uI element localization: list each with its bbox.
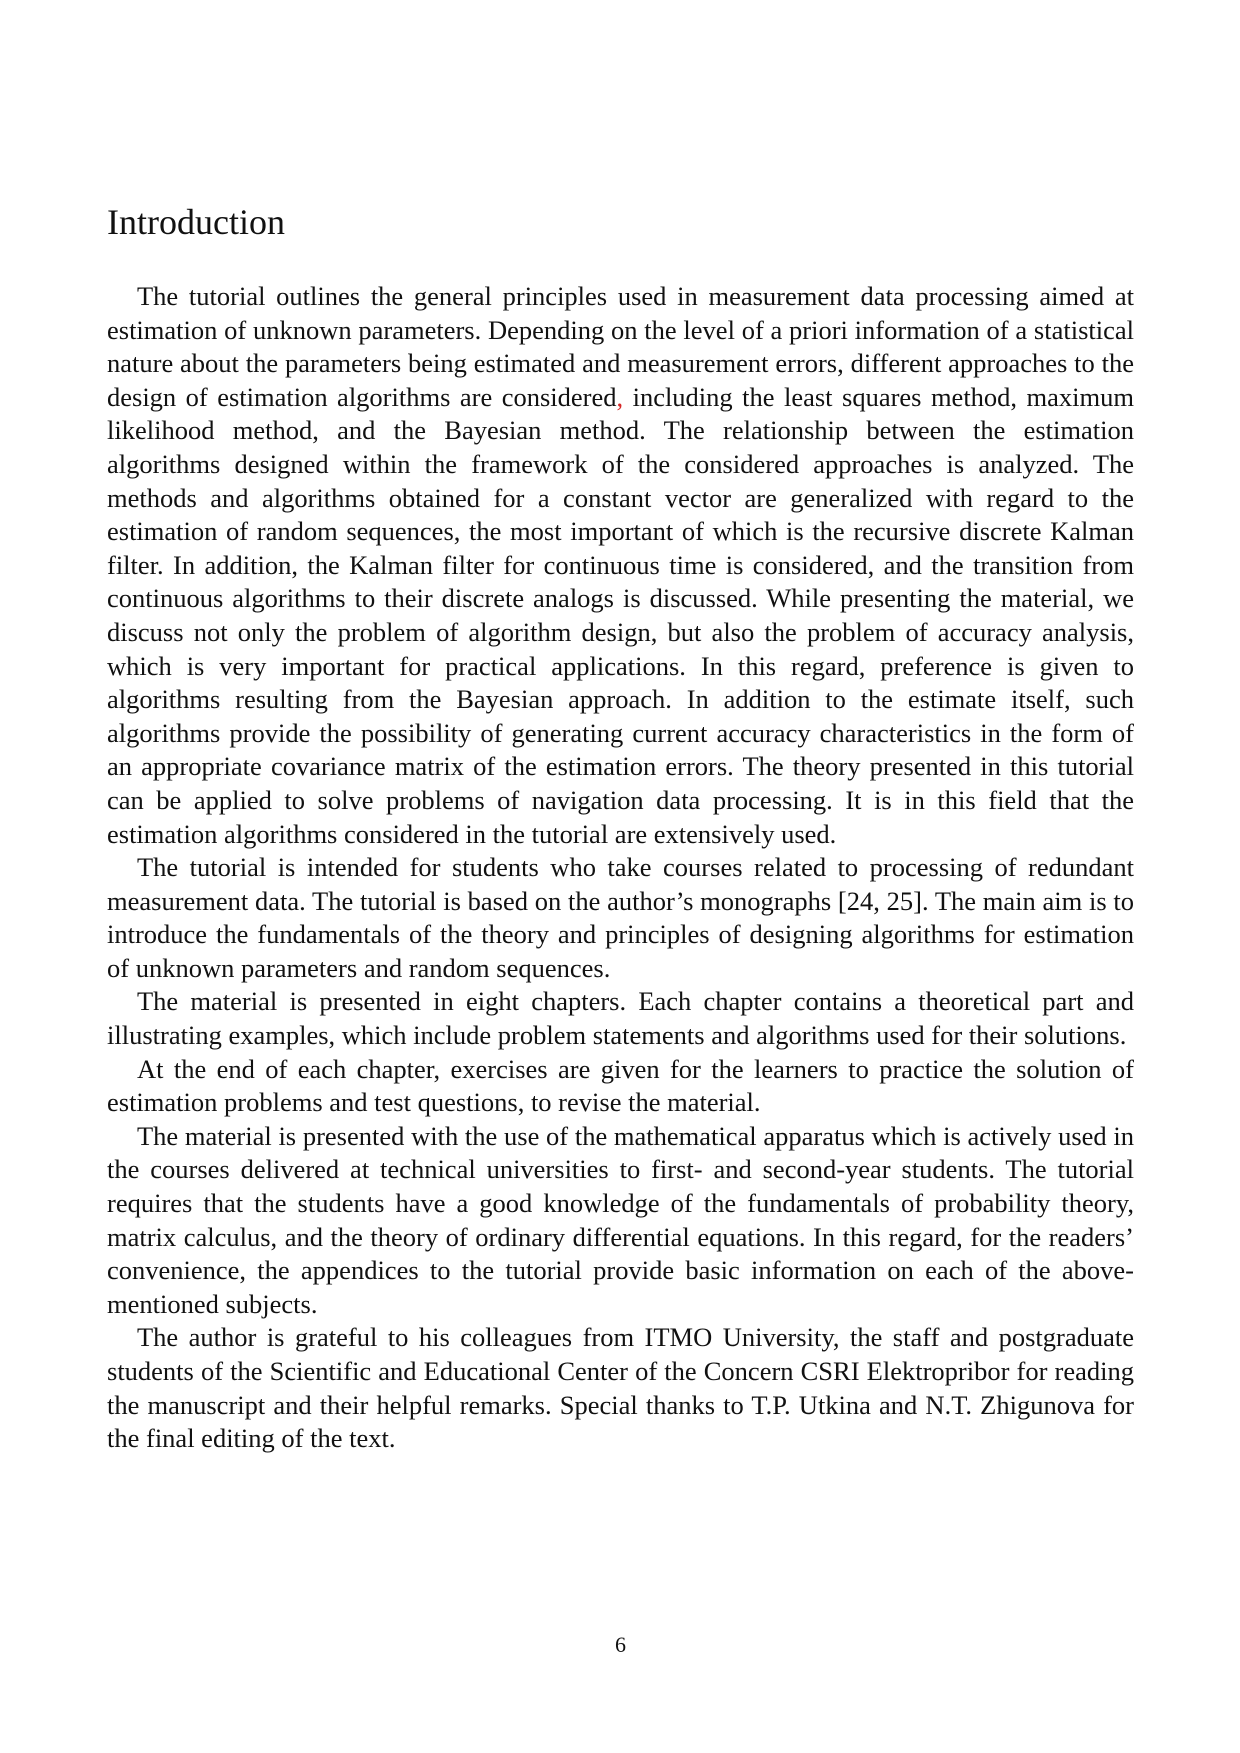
document-page: [107, 0, 1134, 1753]
body-text: [107, 280, 1134, 1456]
paragraph-6: The author is grateful to his colleagues from ITMO University, the staff and postgraduate students of the Scientific and Educational Center of the Concern CSRI Elektropribor for reading the manuscript and their helpful remarks. Special thanks to T.P. Utkina and N.T. Zhigunova for the final editing of the text.: [107, 1322, 1134, 1454]
paragraph-5: The material is presented with the use of the mathematical apparatus which is actively used in the courses delivered at technical universities to first- and second-year students. The tutorial requires that the students have a good knowledge of the fundamentals of probability theory, matrix calculus, and the theory of ordinary differential equations. In this regard, for the readers’ convenience, the appendices to the tutorial provide basic information on each of the above-mentioned subjects.: [107, 1120, 1134, 1319]
paragraph-3: The material is presented in eight chapters. Each chapter contains a theoretical part and illustrating examples, which include problem statements and algorithms used for their solutions.: [107, 986, 1134, 1051]
paragraph-2: The tutorial is intended for students who take courses related to processing of redundant measurement data. The tutorial is based on the author’s monographs [24, 25]. The main aim is to introduce the fundamentals of the theory and principles of designing algorithms for estimation of unknown parameters and random sequences.: [107, 852, 1134, 983]
paragraph-1: [107, 280, 1134, 851]
highlighted-comma: ,: [616, 381, 624, 412]
paragraph-1-part-a: The tutorial outlines the general principles used in measurement data processing aimed at estimation of unknown parameters. Depending on the level of a priori information of a statistical nature about the parameters being estimated and measurement errors, different approaches to the design of estimation algorithms are considered: [107, 281, 1134, 412]
paragraph-1-part-b: including the least squares method, maximum likelihood method, and the Bayesian method. The relationship between the estimation algorithms designed within the framework of the considered approaches is analyzed. The methods and algorithms obtained for a constant vector are generalized with regard to the estimation of random sequences, the most important of which is the recursive discrete Kalman filter. In addition, the Kalman filter for continuous time is considered, and the transition from continuous algorithms to their discrete analogs is discussed. While presenting the material, we discuss not only the problem of algorithm design, but also the problem of accuracy analysis, which is very important for practical applications. In this regard, preference is given to algorithms resulting from the Bayesian approach. In addition to the estimate itself, such algorithms provide the possibility of generating current accuracy characteristics in the form of an appropriate covariance matrix of the estimation errors. The theory presented in this tutorial can be applied to solve problems of navigation data processing. It is in this field that the estimation algorithms considered in the tutorial are extensively used.: [107, 381, 1134, 849]
page-number: 6: [615, 1632, 626, 1657]
page-title: Introduction: [107, 202, 285, 242]
paragraph-4: At the end of each chapter, exercises are given for the learners to practice the solution of estimation problems and test questions, to revise the material.: [107, 1053, 1134, 1118]
